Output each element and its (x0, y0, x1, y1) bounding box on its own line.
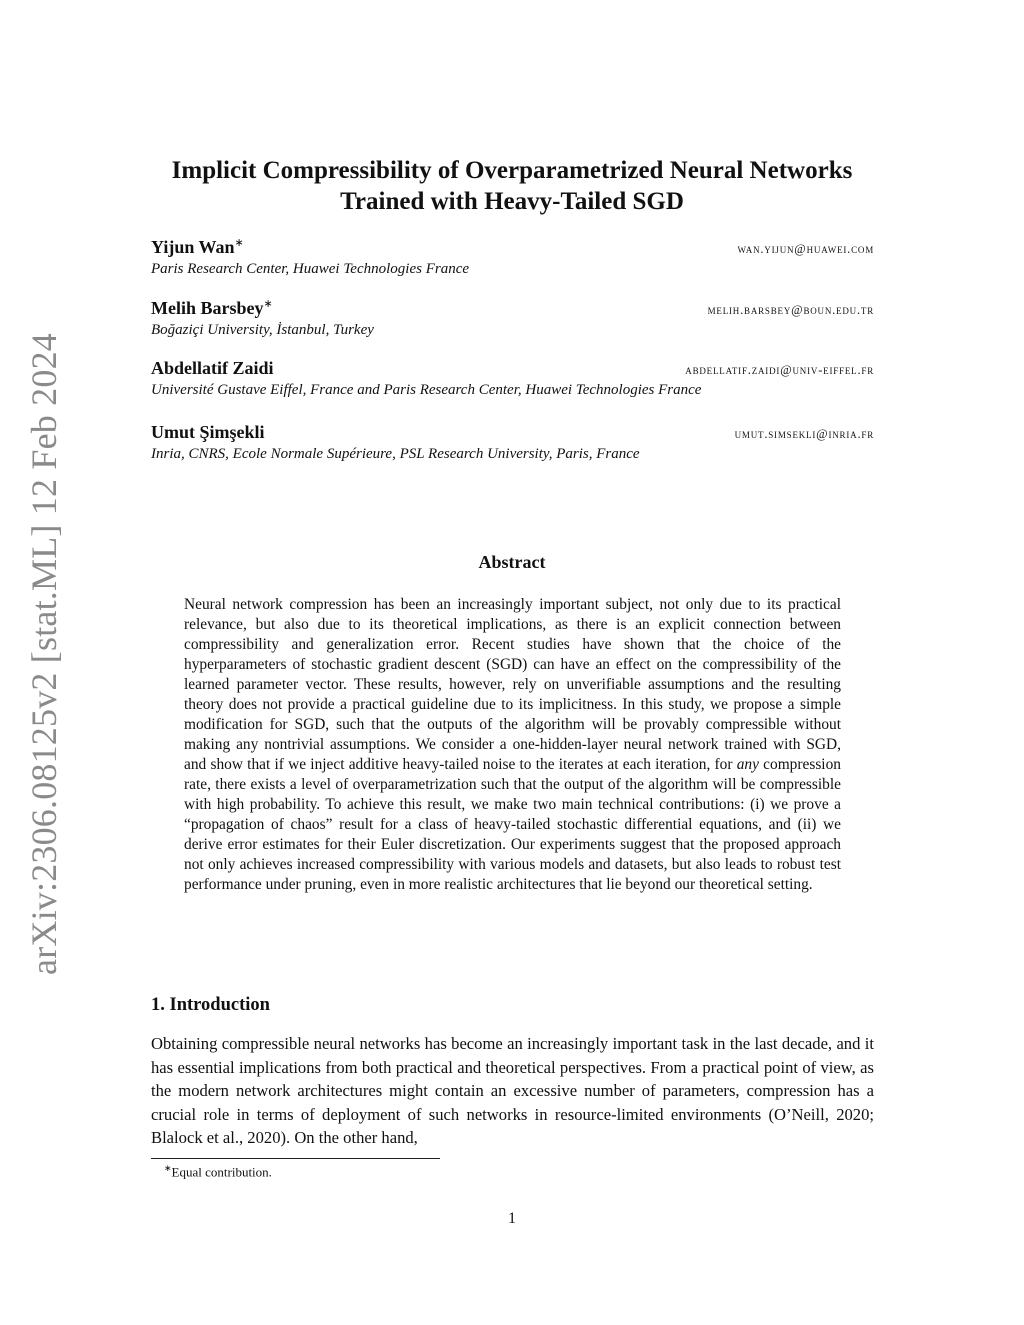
author-email[interactable]: umut.simsekli@inria.fr (734, 427, 874, 441)
author-name: Abdellatif Zaidi (151, 358, 274, 378)
author-email[interactable]: melih.barsbey@boun.edu.tr (707, 303, 874, 317)
author-affiliation: Inria, CNRS, Ecole Normale Supérieure, PSL Research University, Paris, France (151, 446, 640, 462)
author-block-2 (151, 297, 874, 339)
author-affiliation: Paris Research Center, Huawei Technologies France (151, 261, 470, 277)
author-block-4 (151, 422, 874, 463)
footnote-text: Equal contribution. (171, 1164, 272, 1180)
author-email[interactable]: abdellatif.zaidi@univ-eiffel.fr (685, 363, 874, 377)
author-affiliation: Université Gustave Eiffel, France and Paris Research Center, Huawei Technologies France (151, 382, 702, 398)
section-heading-introduction: 1. Introduction (151, 995, 270, 1015)
author-affiliation: Boğaziçi University, İstanbul, Turkey (151, 322, 374, 338)
author-email[interactable]: wan.yijun@huawei.com (737, 242, 874, 256)
abstract-text: Neural network compression has been an increasingly important subject, not only due to its practical relevance, but also due to its theoretical implications, as there is an explicit connection between compressibility and generalization error. Recent studies have shown that the choice of the hyperparameters of stochastic gradient descent (SGD) can have an effect on the compressibility of the learned parameter vector. These results, however, rely on unverifiable assumptions and the resulting theory does not provide a practical guideline due to its implicitness. In this study, we propose a simple modification for SGD, such that the outputs of the algorithm will be provably compressible without making any nontrivial assumptions. We consider a one-hidden-layer neural network trained with SGD, and show that if we inject additive heavy-tailed noise to the iterates at each iteration, for any compression rate, there exists a level of overparametrization such that the output of the algorithm will be compressible with high probability. To achieve this result, we make two main technical contributions: (i) we prove a “propagation of chaos” result for a class of heavy-tailed stochastic differential equations, and (ii) we derive error estimates for their Euler discretization. Our experiments suggest that the proposed approach not only achieves increased compressibility with various models and datasets, but also leads to robust test performance under pruning, even in more realistic architectures that lie beyond our theoretical setting. (184, 596, 841, 893)
arxiv-identifier-text: arXiv:2306.08125v2 [stat.ML] 12 Feb 2024 (24, 333, 64, 975)
emphasized-word: any (736, 756, 759, 773)
author-name: Umut Şimşekli (151, 422, 265, 442)
title-line-1: Implicit Compressibility of Overparametrized Neural Networks (171, 157, 853, 184)
author-block-3 (151, 358, 874, 399)
footnote-divider (151, 1158, 440, 1159)
footnote (164, 1163, 272, 1180)
arxiv-identifier-stamp (20, 333, 68, 975)
author-block-1 (151, 236, 874, 278)
author-name: Melih Barsbey∗ (151, 298, 273, 318)
page-number: 1 (508, 1210, 516, 1227)
title-line-2: Trained with Heavy-Tailed SGD (340, 188, 684, 215)
equal-contribution-mark: ∗ (234, 237, 244, 249)
author-name: Yijun Wan∗ (151, 237, 244, 257)
equal-contribution-mark: ∗ (263, 298, 273, 310)
paper-title (150, 155, 874, 217)
footnote-mark: ∗ (164, 1163, 172, 1173)
abstract-heading: Abstract (478, 552, 546, 572)
introduction-text: Obtaining compressible neural networks has become an increasingly important task in the last decade, and it has essential implications from both practical and theoretical perspectives. From a practical point of view, as the modern network architectures might contain an excessive number of parameters, compression has a crucial role in terms of deployment of such networks in resource-limited environments (O’Neill, 2020; Blalock et al., 2020). On the other hand, (151, 1034, 874, 1147)
